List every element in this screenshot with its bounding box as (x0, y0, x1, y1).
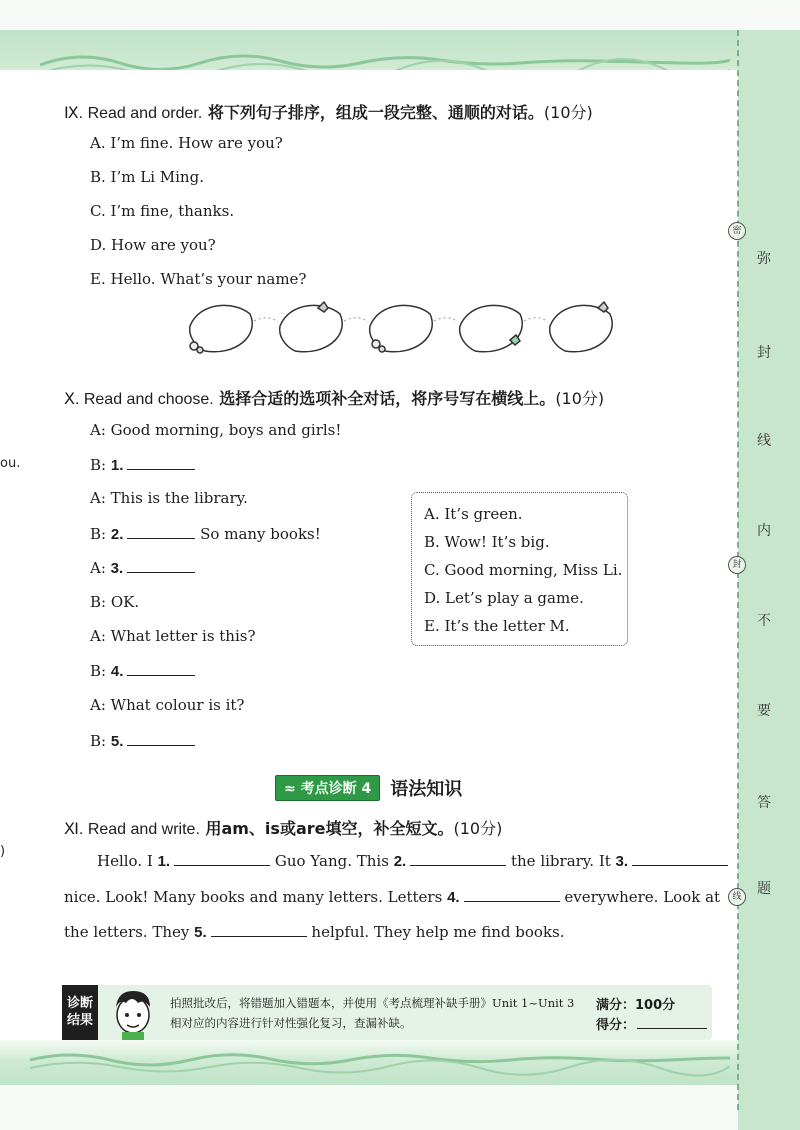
passage-line (64, 887, 720, 906)
speaker: B: (90, 525, 111, 543)
fill-blank-5[interactable] (211, 922, 307, 937)
dialogue-line (90, 661, 195, 680)
section-11-points: (10分) (453, 819, 503, 838)
blank-number: 1. (110, 457, 124, 474)
fill-blank-3[interactable] (632, 851, 728, 866)
fill-blank-2[interactable] (410, 851, 506, 866)
choice-option: B. Wow! It’s big. (424, 533, 550, 551)
dialogue-line (90, 455, 195, 474)
choice-options-box (411, 492, 628, 646)
seal-mark: 线 (728, 888, 746, 906)
section-11-heading-en: Ⅺ. Read and write. (64, 821, 200, 838)
cartoon-boy-icon (104, 985, 162, 1040)
bottom-wave-decoration (30, 1048, 730, 1078)
passage-text: Hello. I (97, 852, 158, 870)
seal-char: 不 (757, 613, 771, 629)
seal-char: 题 (757, 881, 771, 897)
seal-char: 答 (757, 795, 771, 811)
order-sentence: A. I’m fine. How are you? (90, 134, 283, 152)
order-sentence: E. Hello. What’s your name? (90, 270, 307, 288)
section-10-heading-en: Ⅹ. Read and choose. (64, 391, 214, 408)
passage-text: the letters. They (64, 923, 195, 941)
passage-text: everywhere. Look at (559, 888, 721, 906)
dialogue-text: So many books! (195, 525, 321, 543)
leaf-answer-1[interactable] (190, 305, 253, 353)
blank-number: 1. (157, 853, 171, 870)
answer-blank-5[interactable] (127, 731, 195, 746)
blank-number: 5. (110, 733, 124, 750)
passage-text: nice. Look! Many books and many letters. Letters (64, 888, 448, 906)
blank-number: 5. (194, 924, 207, 941)
section-9-heading-cn: 将下列句子排序，组成一段完整、通顺的对话。 (202, 103, 544, 122)
fill-blank-1[interactable] (174, 851, 270, 866)
section-10-points: (10分) (555, 389, 605, 408)
diagnosis-instruction: 拍照批改后，将错题加入错题本，并使用《考点梳理补缺手册》Unit 1~Unit 3 (170, 996, 575, 1010)
seal-mark: 密 (728, 222, 746, 240)
answer-blank-3[interactable] (127, 558, 195, 573)
passage-line (64, 922, 565, 941)
leaf-answer-5[interactable] (550, 302, 613, 352)
section-11-heading (64, 816, 502, 839)
score-label: 得分： (596, 1018, 636, 1033)
diagnosis-result-box (62, 985, 712, 1040)
fill-blank-4[interactable] (464, 887, 560, 902)
diagnosis-result-tag (62, 985, 98, 1040)
dialogue-line: A: This is the library. (90, 489, 248, 507)
speaker: B: (90, 732, 111, 750)
passage-line (97, 851, 728, 870)
seal-char: 弥 (757, 251, 771, 267)
score-blank[interactable] (637, 1016, 707, 1029)
dialogue-line (90, 558, 195, 577)
blank-number: 3. (615, 853, 629, 870)
dialogue-line (90, 524, 321, 543)
section-11-heading-cn: 用am、is或are填空，补全短文。 (199, 819, 454, 838)
section-9-heading-en: Ⅸ. Read and order. (64, 105, 203, 122)
full-score: 满分：100分 (596, 998, 676, 1013)
leaf-answer-4[interactable] (460, 305, 523, 351)
leaf-answer-3[interactable] (370, 305, 433, 352)
diagnosis-heading: 语法知识 (390, 779, 463, 800)
seal-char: 线 (757, 433, 771, 449)
section-9-heading (64, 100, 593, 123)
choice-option: C. Good morning, Miss Li. (424, 561, 623, 579)
choice-option: A. It’s green. (424, 505, 523, 523)
section-9-points: (10分) (543, 103, 593, 122)
order-sentence: D. How are you? (90, 236, 216, 254)
seal-char: 封 (757, 345, 771, 361)
speaker: B: (90, 662, 111, 680)
passage-text: the library. It (506, 852, 616, 870)
diagnosis-title (275, 776, 462, 800)
passage-text: helpful. They help me find books. (306, 923, 565, 941)
seal-mark: 封 (728, 556, 746, 574)
blank-number: 2. (110, 526, 124, 543)
section-10-heading (64, 386, 604, 409)
seal-char: 内 (757, 523, 771, 539)
leaf-answer-2[interactable] (280, 302, 343, 352)
diagnosis-badge: ≈ 考点诊断 4 (275, 775, 380, 801)
seal-char: 要 (757, 703, 771, 719)
blank-number: 3. (110, 560, 124, 577)
blank-number: 4. (110, 663, 124, 680)
answer-blank-1[interactable] (127, 455, 195, 470)
answer-blank-4[interactable] (127, 661, 195, 676)
blank-number: 4. (447, 889, 460, 906)
blank-number: 2. (393, 853, 407, 870)
choice-option: E. It’s the letter M. (424, 617, 570, 635)
speaker: A: (90, 559, 111, 577)
section-10-heading-cn: 选择合适的选项补全对话，将序号写在横线上。 (213, 389, 556, 408)
tag-text: 结果 (66, 1013, 93, 1028)
left-edge-text: ou. (0, 456, 21, 471)
tag-text: 诊断 (66, 996, 93, 1011)
dialogue-line (90, 731, 195, 750)
left-edge-text: ) (0, 844, 6, 859)
diagnosis-instruction: 相对应的内容进行针对性强化复习，查漏补缺。 (170, 1016, 412, 1030)
passage-text: Guo Yang. This (270, 852, 394, 870)
dialogue-line: A: What colour is it? (90, 696, 245, 714)
order-sentence: B. I’m Li Ming. (90, 168, 204, 186)
dialogue-line: B: OK. (90, 593, 140, 611)
order-sentence: C. I’m fine, thanks. (90, 202, 235, 220)
dialogue-line: A: What letter is this? (90, 627, 256, 645)
seal-line-strip (738, 30, 800, 1130)
choice-option: D. Let’s play a game. (424, 589, 584, 607)
score-field (596, 1014, 707, 1033)
answer-blank-2[interactable] (127, 524, 195, 539)
leaf-answer-row (180, 296, 620, 366)
dialogue-line: A: Good morning, boys and girls! (90, 421, 342, 439)
speaker: B: (90, 456, 111, 474)
